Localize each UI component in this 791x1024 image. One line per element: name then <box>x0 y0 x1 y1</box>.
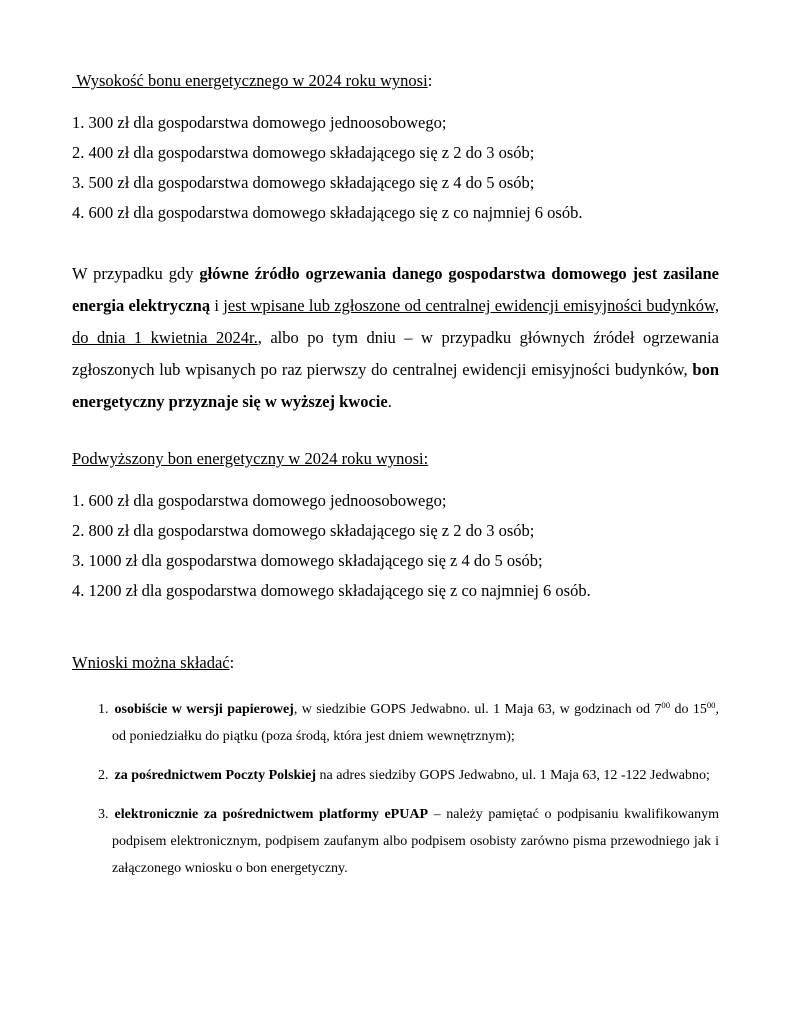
submission-item-3-text: elektronicznie za pośrednictwem platformy ePUAP – należy pamiętać o podpisaniu kwalifikowanym podpisem elektronicznym, podpisem zaufanym albo podpisem osobisty zarówno pisma przewodniego jak i załączonego wniosku o bon energetyczny. <box>112 807 719 876</box>
section1-list-item-2: 2. 400 zł dla gospodarstwa domowego składającego się z 2 do 3 osób; <box>72 143 535 162</box>
submission-list <box>72 696 719 882</box>
section1-list-item-3: 3. 500 zł dla gospodarstwa domowego składającego się z 4 do 5 osób; <box>72 173 535 192</box>
submission-heading <box>72 652 719 674</box>
section1-list-item-1: 1. 300 zł dla gospodarstwa domowego jednoosobowego; <box>72 113 447 132</box>
section1-heading-text: Wysokość bonu energetycznego w 2024 roku wynosi <box>72 71 428 90</box>
section1-list <box>72 108 719 228</box>
section2-list <box>72 486 719 606</box>
section2-list-item-3: 3. 1000 zł dla gospodarstwa domowego składającego się z 4 do 5 osób; <box>72 551 543 570</box>
submission-item-1-marker: 1. <box>98 702 109 717</box>
section2-list-item-4: 4. 1200 zł dla gospodarstwa domowego składającego się z co najmniej 6 osób. <box>72 581 591 600</box>
submission-heading-text: Wnioski można składać <box>72 653 230 672</box>
section2-heading-text: Podwyższony bon energetyczny w 2024 roku wynosi: <box>72 449 429 468</box>
section1-heading-colon: : <box>427 71 433 90</box>
paragraph-electric-heating: W przypadku gdy główne źródło ogrzewania danego gospodarstwa domowego jest zasilane energia elektryczną i jest wpisane lub zgłoszone od centralnej ewidencji emisyjności budynków, do dnia 1 kwietnia 2024r., albo po tym dniu – w przypadku głównych źródeł ogrzewania zgłoszonych lub wpisanych po raz pierwszy do centralnej ewidencji emisyjności budynków, bon energetyczny przyznaje się w wyższej kwocie. <box>72 264 719 411</box>
submission-item-post <box>72 762 719 789</box>
submission-item-3-marker: 3. <box>98 807 109 822</box>
section1-heading <box>72 70 719 92</box>
submission-heading-colon: : <box>229 653 235 672</box>
section2-list-item-1: 1. 600 zł dla gospodarstwa domowego jednoosobowego; <box>72 491 447 510</box>
submission-item-epuap <box>72 801 719 882</box>
submission-item-paper <box>72 696 719 750</box>
submission-item-1-text: osobiście w wersji papierowej, w siedzibie GOPS Jedwabno. ul. 1 Maja 63, w godzinach od $7^{00}$ do $15^{00}$, od poniedziałku do piątku (poza środą, która jest dniem wewnętrznym); <box>112 700 720 744</box>
section2-heading <box>72 448 719 470</box>
section2-list-item-2: 2. 800 zł dla gospodarstwa domowego składającego się z 2 do 3 osób; <box>72 521 535 540</box>
submission-item-2-marker: 2. <box>98 768 109 783</box>
submission-item-2-text: za pośrednictwem Poczty Polskiej na adres siedziby GOPS Jedwabno, ul. 1 Maja 63, 12 -122 Jedwabno; <box>114 768 710 783</box>
section1-list-item-4: 4. 600 zł dla gospodarstwa domowego składającego się z co najmniej 6 osób. <box>72 203 583 222</box>
